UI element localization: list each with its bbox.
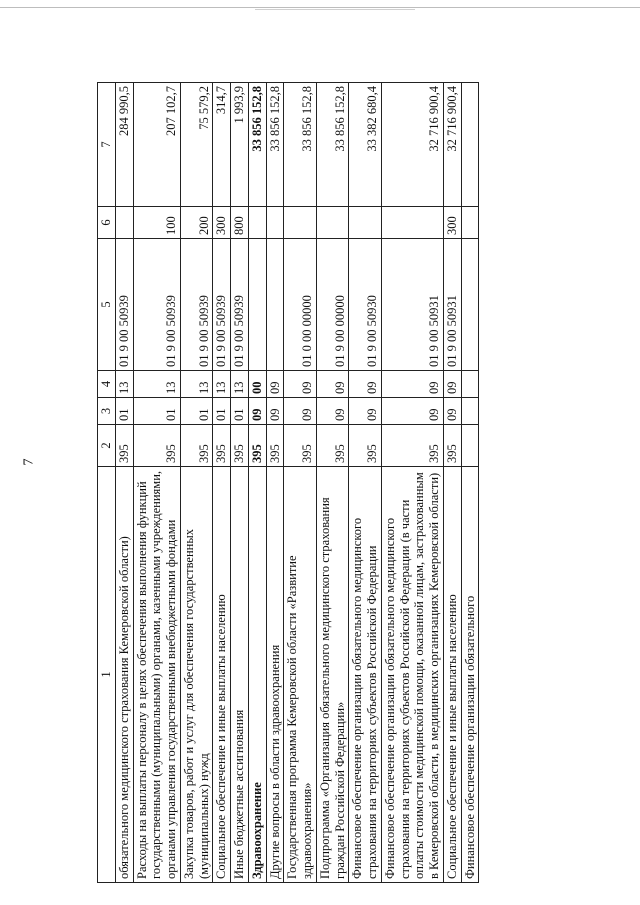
- top-rule-short: [255, 9, 415, 10]
- amount-cell: 1 993,9: [231, 83, 249, 207]
- target-article-cell: 01 0 00 00000: [284, 239, 317, 371]
- item-name-cell: Социальное обеспечение и иные выплаты населению: [213, 467, 231, 883]
- table-row: [266, 83, 284, 883]
- item-name-cell: Финансовое обеспечение организации обязательного медицинского страхования на территориях субъектов Российской Федерации: [349, 467, 382, 883]
- subsection-cell: 13: [213, 371, 231, 398]
- expense-type-cell: [115, 207, 133, 239]
- table-row: [443, 83, 461, 883]
- table-row: [248, 83, 266, 883]
- amount-cell: 33 856 152,8: [316, 83, 349, 207]
- subsection-cell: 09: [266, 371, 284, 398]
- table-row: [349, 83, 382, 883]
- item-name-cell: Закупка товаров, работ и услуг для обеспечения государственных (муниципальных) нужд: [180, 467, 213, 883]
- table-row: [213, 83, 231, 883]
- admin-code-cell: 395: [115, 425, 133, 467]
- header-cell: 3: [98, 398, 116, 425]
- amount-cell: 33 856 152,8: [284, 83, 317, 207]
- table-header-row: [98, 83, 116, 883]
- section-cell: 09: [316, 398, 349, 425]
- amount-cell: 314,7: [213, 83, 231, 207]
- subsection-cell: 13: [115, 371, 133, 398]
- rotated-table-container: [97, 83, 479, 883]
- table-row: [180, 83, 213, 883]
- target-article-cell: 01 9 00 00000: [316, 239, 349, 371]
- target-article-cell: 01 9 00 50930: [349, 239, 382, 371]
- subsection-cell: 09: [349, 371, 382, 398]
- target-article-cell: 01 9 00 50931: [443, 239, 461, 371]
- page-number: 7: [21, 458, 37, 466]
- item-name-cell: Иные бюджетные ассигнования: [231, 467, 249, 883]
- expense-type-cell: [461, 207, 479, 239]
- section-cell: 09: [284, 398, 317, 425]
- section-cell: 09: [349, 398, 382, 425]
- amount-cell: 75 579,2: [180, 83, 213, 207]
- expense-type-cell: [284, 207, 317, 239]
- admin-code-cell: 395: [381, 425, 443, 467]
- target-article-cell: 01 9 00 50939: [231, 239, 249, 371]
- expense-type-cell: [381, 207, 443, 239]
- amount-cell: 284 990,5: [115, 83, 133, 207]
- expense-type-cell: 100: [133, 207, 180, 239]
- subsection-cell: 13: [180, 371, 213, 398]
- amount-cell: 33 856 152,8: [248, 83, 266, 207]
- admin-code-cell: 395: [180, 425, 213, 467]
- admin-code-cell: 395: [284, 425, 317, 467]
- item-name-cell: Государственная программа Кемеровской области «Развитие здравоохранения»: [284, 467, 317, 883]
- section-cell: 01: [180, 398, 213, 425]
- target-article-cell: 01 9 00 50939: [180, 239, 213, 371]
- target-article-cell: 01 9 00 50939: [133, 239, 180, 371]
- item-name-cell: Здравоохранение: [248, 467, 266, 883]
- section-cell: 01: [115, 398, 133, 425]
- amount-cell: 33 856 152,8: [266, 83, 284, 207]
- section-cell: 01: [133, 398, 180, 425]
- section-cell: 01: [213, 398, 231, 425]
- subsection-cell: [461, 371, 479, 398]
- expense-type-cell: [349, 207, 382, 239]
- header-cell: 1: [98, 467, 116, 883]
- table-row: [284, 83, 317, 883]
- section-cell: 01: [231, 398, 249, 425]
- table-row: [231, 83, 249, 883]
- target-article-cell: 01 9 00 50939: [115, 239, 133, 371]
- header-cell: 6: [98, 207, 116, 239]
- subsection-cell: 09: [443, 371, 461, 398]
- admin-code-cell: 395: [266, 425, 284, 467]
- admin-code-cell: 395: [349, 425, 382, 467]
- item-name-cell: обязательного медицинского страхования Кемеровской области): [115, 467, 133, 883]
- subsection-cell: 13: [231, 371, 249, 398]
- table-row: [461, 83, 479, 883]
- target-article-cell: 01 9 00 50939: [213, 239, 231, 371]
- table-row: [133, 83, 180, 883]
- expense-type-cell: [248, 207, 266, 239]
- expense-type-cell: [316, 207, 349, 239]
- section-cell: 09: [266, 398, 284, 425]
- admin-code-cell: [461, 425, 479, 467]
- budget-table: [97, 82, 479, 883]
- section-cell: 09: [381, 398, 443, 425]
- section-cell: 09: [443, 398, 461, 425]
- top-rule: [0, 7, 640, 8]
- header-cell: 7: [98, 83, 116, 207]
- item-name-cell: Финансовое обеспечение организации обязательного: [461, 467, 479, 883]
- item-name-cell: Расходы на выплаты персоналу в целях обеспечения выполнения функций государственными (муниципальными) органами, казенными учреждениями, органами управления государственными внебюджетными фондами: [133, 467, 180, 883]
- expense-type-cell: 200: [180, 207, 213, 239]
- amount-cell: 32 716 900,4: [443, 83, 461, 207]
- target-article-cell: [461, 239, 479, 371]
- expense-type-cell: 300: [443, 207, 461, 239]
- expense-type-cell: 800: [231, 207, 249, 239]
- item-name-cell: Социальное обеспечение и иные выплаты населению: [443, 467, 461, 883]
- item-name-cell: Другие вопросы в области здравоохранения: [266, 467, 284, 883]
- target-article-cell: [248, 239, 266, 371]
- target-article-cell: 01 9 00 50931: [381, 239, 443, 371]
- target-article-cell: [266, 239, 284, 371]
- table-row: [316, 83, 349, 883]
- admin-code-cell: 395: [316, 425, 349, 467]
- subsection-cell: 00: [248, 371, 266, 398]
- subsection-cell: 09: [284, 371, 317, 398]
- section-cell: 09: [248, 398, 266, 425]
- amount-cell: [461, 83, 479, 207]
- table-body: [115, 83, 479, 883]
- admin-code-cell: 395: [248, 425, 266, 467]
- header-cell: 4: [98, 371, 116, 398]
- expense-type-cell: [266, 207, 284, 239]
- table-row: [115, 83, 133, 883]
- admin-code-cell: 395: [231, 425, 249, 467]
- table-row: [381, 83, 443, 883]
- item-name-cell: Финансовое обеспечение организации обязательного медицинского страхования на территориях субъектов Российской Федерации (в части оплаты стоимости медицинской помощи, оказанной лицам, застрахованным в Кемеровской области, в медицинских организациях Кемеровской области): [381, 467, 443, 883]
- admin-code-cell: 395: [443, 425, 461, 467]
- subsection-cell: 09: [381, 371, 443, 398]
- subsection-cell: 13: [133, 371, 180, 398]
- expense-type-cell: 300: [213, 207, 231, 239]
- amount-cell: 32 716 900,4: [381, 83, 443, 207]
- section-cell: [461, 398, 479, 425]
- amount-cell: 33 382 680,4: [349, 83, 382, 207]
- header-cell: 2: [98, 425, 116, 467]
- amount-cell: 207 102,7: [133, 83, 180, 207]
- admin-code-cell: 395: [213, 425, 231, 467]
- subsection-cell: 09: [316, 371, 349, 398]
- item-name-cell: Подпрограмма «Организация обязательного медицинского страхования граждан Российской Федерации»: [316, 467, 349, 883]
- header-cell: 5: [98, 239, 116, 371]
- admin-code-cell: 395: [133, 425, 180, 467]
